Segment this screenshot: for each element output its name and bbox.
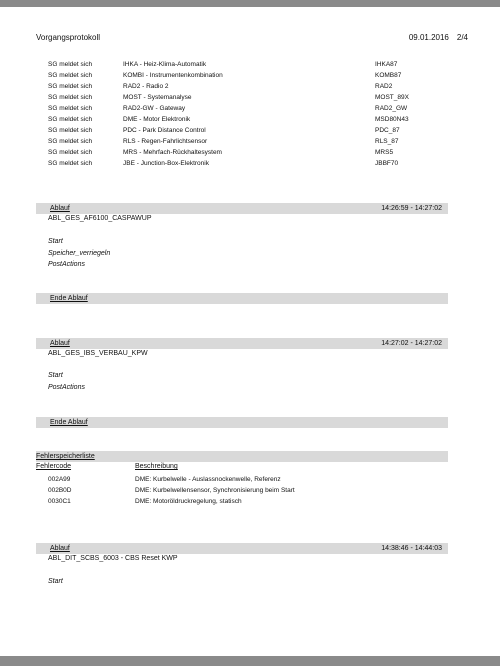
list-item xyxy=(48,70,458,81)
ablauf-end xyxy=(36,293,448,304)
sg-code: KOMB87 xyxy=(375,72,402,79)
list-item xyxy=(48,59,458,70)
bottom-bar xyxy=(0,656,500,666)
col-description: Beschreibung xyxy=(135,463,178,470)
fault-desc: DME: Motoröldruckregelung, statisch xyxy=(135,498,242,505)
fault-code: 002B0D xyxy=(48,487,72,494)
list-item xyxy=(48,158,458,169)
ablauf-name: ABL_GES_AF6100_CASPAWUP xyxy=(48,215,152,222)
ablauf-end-label: Ende Ablauf xyxy=(50,419,88,426)
top-bar xyxy=(0,0,500,7)
fault-desc: DME: Kurbelwellensensor, Synchronisierung beim Start xyxy=(135,487,295,494)
fault-memory-title: Fehlerspeicherliste xyxy=(36,453,95,460)
ablauf-header xyxy=(36,203,448,214)
page-number: 2/4 xyxy=(456,33,468,42)
sg-status: SG meldet sich xyxy=(48,94,93,101)
ablauf-header xyxy=(36,543,448,554)
ablauf-name: ABL_GES_IBS_VERBAU_KPW xyxy=(48,350,148,357)
control-unit-list xyxy=(48,59,458,169)
sg-name: RLS - Regen-Fahrlichtsensor xyxy=(123,138,208,145)
sg-name: IHKA - Heiz-Klima-Automatik xyxy=(123,61,207,68)
ablauf-step: Speicher_verriegeln xyxy=(48,250,111,257)
ablauf-name: ABL_DIT_SCBS_6003 - CBS Reset KWP xyxy=(48,555,178,562)
sg-name: MOST - Systemanalyse xyxy=(123,94,192,101)
sg-code: MRS5 xyxy=(375,149,394,156)
fault-code: 0030C1 xyxy=(48,498,71,505)
ablauf-time: 14:26:59 - 14:27:02 xyxy=(381,205,442,212)
fault-desc: DME: Kurbelwelle - Auslassnockenwelle, Referenz xyxy=(135,476,281,483)
list-item xyxy=(48,81,458,92)
sg-code: IHKA87 xyxy=(375,61,398,68)
list-item xyxy=(48,103,458,114)
ablauf-label: Ablauf xyxy=(50,205,70,212)
document-title: Vorgangsprotokoll xyxy=(36,33,101,42)
list-item xyxy=(48,92,458,103)
sg-status: SG meldet sich xyxy=(48,116,93,123)
ablauf-time: 14:27:02 - 14:27:02 xyxy=(381,340,442,347)
sg-status: SG meldet sich xyxy=(48,149,93,156)
sg-status: SG meldet sich xyxy=(48,61,93,68)
sg-code: RAD2_GW xyxy=(375,105,408,112)
sg-code: JBBF70 xyxy=(375,160,399,167)
sg-status: SG meldet sich xyxy=(48,105,93,112)
ablauf-end-label: Ende Ablauf xyxy=(50,295,88,302)
ablauf-time: 14:38:46 - 14:44:03 xyxy=(381,545,442,552)
list-item xyxy=(48,147,458,158)
fault-code: 002A99 xyxy=(48,476,71,483)
sg-name: MRS - Mehrfach-Rückhaltesystem xyxy=(123,149,222,156)
document-date: 09.01.2016 xyxy=(408,33,449,42)
table-row xyxy=(48,485,448,496)
ablauf-step: PostActions xyxy=(48,384,85,391)
ablauf-step: Start xyxy=(48,372,63,379)
sg-status: SG meldet sich xyxy=(48,160,93,167)
sg-status: SG meldet sich xyxy=(48,83,93,90)
sg-name: PDC - Park Distance Control xyxy=(123,127,206,134)
sg-status: SG meldet sich xyxy=(48,72,93,79)
sg-code: MOST_89X xyxy=(375,94,409,101)
sg-code: RLS_87 xyxy=(375,138,399,145)
ablauf-step: PostActions xyxy=(48,261,85,268)
sg-code: PDC_87 xyxy=(375,127,400,134)
ablauf-end xyxy=(36,417,448,428)
sg-code: RAD2 xyxy=(375,83,393,90)
sg-name: RAD2 - Radio 2 xyxy=(123,83,169,90)
ablauf-label: Ablauf xyxy=(50,545,70,552)
ablauf-step: Start xyxy=(48,238,63,245)
col-fault-code: Fehlercode xyxy=(36,463,72,470)
sg-name: KOMBI - Instrumentenkombination xyxy=(123,72,223,79)
fault-memory-header xyxy=(36,451,448,462)
table-row xyxy=(48,474,448,485)
sg-name: JBE - Junction-Box-Elektronik xyxy=(123,160,209,167)
ablauf-label: Ablauf xyxy=(50,340,70,347)
list-item xyxy=(48,125,458,136)
ablauf-header xyxy=(36,338,448,349)
list-item xyxy=(48,136,458,147)
list-item xyxy=(48,114,458,125)
sg-status: SG meldet sich xyxy=(48,127,93,134)
table-row xyxy=(48,496,448,507)
header-meta xyxy=(409,33,468,42)
sg-name: DME - Motor Elektronik xyxy=(123,116,191,123)
sg-status: SG meldet sich xyxy=(48,138,93,145)
ablauf-step: Start xyxy=(48,578,63,585)
sg-code: MSD80N43 xyxy=(375,116,409,123)
sg-name: RAD2-GW - Gateway xyxy=(123,105,186,112)
